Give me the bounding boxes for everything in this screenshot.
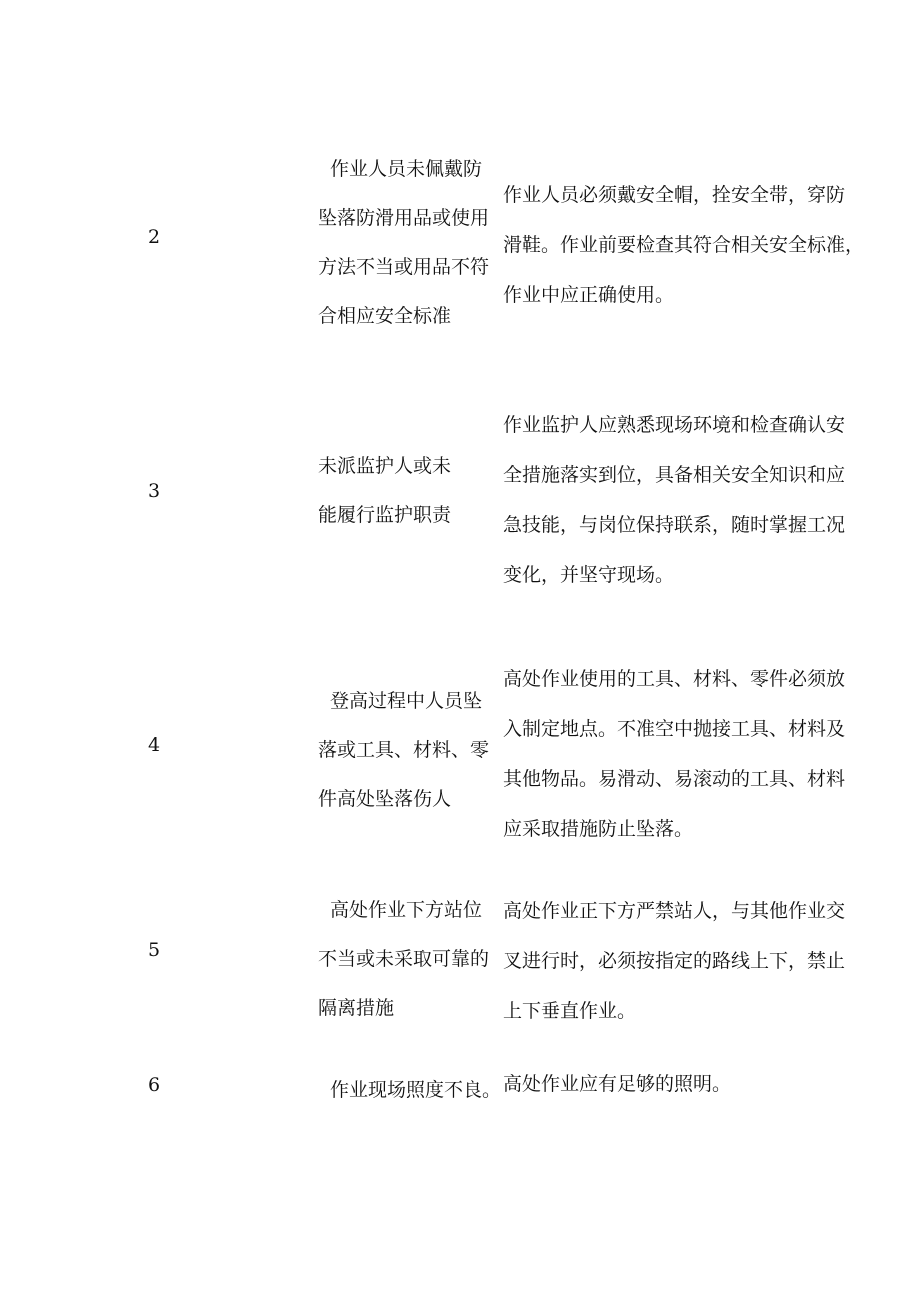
measure-cell (503, 654, 873, 854)
hazard-cell (318, 1066, 504, 1115)
hazard-line: 能履行监护职责 (318, 504, 452, 526)
measure-line: 作业人员必须戴安全帽，拴安全带，穿防 (503, 184, 846, 206)
measure-line: 应采取措施防止坠落。 (503, 818, 694, 840)
hazard-line: 件高处坠落伤人 (318, 788, 452, 810)
hazard-line: 合相应安全标准 (318, 305, 452, 327)
hazard-line: 作业人员未佩戴防 (330, 158, 483, 180)
measure-line: 高处作业正下方严禁站人，与其他作业交 (503, 900, 846, 922)
hazard-line: 高处作业下方站位 (330, 899, 483, 921)
measure-line: 全措施落实到位，具备相关安全知识和应 (503, 464, 846, 486)
hazard-cell (318, 442, 504, 540)
hazard-line: 落或工具、材料、零 (318, 739, 490, 761)
measure-line: 上下垂直作业。 (503, 1000, 637, 1022)
row-number: 5 (148, 939, 161, 961)
row-number: 4 (148, 734, 161, 756)
measure-cell (503, 400, 873, 600)
hazard-cell (318, 886, 504, 1033)
row-number: 2 (148, 226, 161, 248)
measure-line: 作业监护人应熟悉现场环境和检查确认安 (503, 414, 846, 436)
hazard-line: 未派监护人或未 (318, 455, 452, 477)
row-number: 6 (148, 1074, 161, 1096)
measure-line: 入制定地点。不准空中抛接工具、材料及 (503, 718, 846, 740)
hazard-line: 作业现场照度不良。 (330, 1079, 502, 1101)
hazard-line: 不当或未采取可靠的 (318, 948, 490, 970)
hazard-cell (318, 677, 504, 824)
measure-cell (503, 886, 873, 1036)
row-number: 3 (148, 480, 161, 502)
hazard-line: 坠落防滑用品或使用 (318, 207, 490, 229)
measure-line: 高处作业应有足够的照明。 (503, 1073, 732, 1095)
measure-cell (503, 170, 873, 320)
hazard-line: 登高过程中人员坠 (330, 690, 483, 712)
measure-line: 高处作业使用的工具、材料、零件必须放 (503, 668, 846, 690)
hazard-line: 隔离措施 (318, 997, 395, 1019)
measure-cell (503, 1059, 873, 1109)
measure-line: 其他物品。易滑动、易滚动的工具、材料 (503, 768, 846, 790)
measure-line: 滑鞋。作业前要检查其符合相关安全标准， (503, 234, 865, 256)
measure-line: 变化，并坚守现场。 (503, 564, 675, 586)
measure-line: 叉进行时，必须按指定的路线上下，禁止 (503, 950, 846, 972)
hazard-line: 方法不当或用品不符 (318, 256, 490, 278)
measure-line: 作业中应正确使用。 (503, 284, 675, 306)
hazard-cell (318, 145, 504, 341)
measure-line: 急技能，与岗位保持联系，随时掌握工况 (503, 514, 846, 536)
